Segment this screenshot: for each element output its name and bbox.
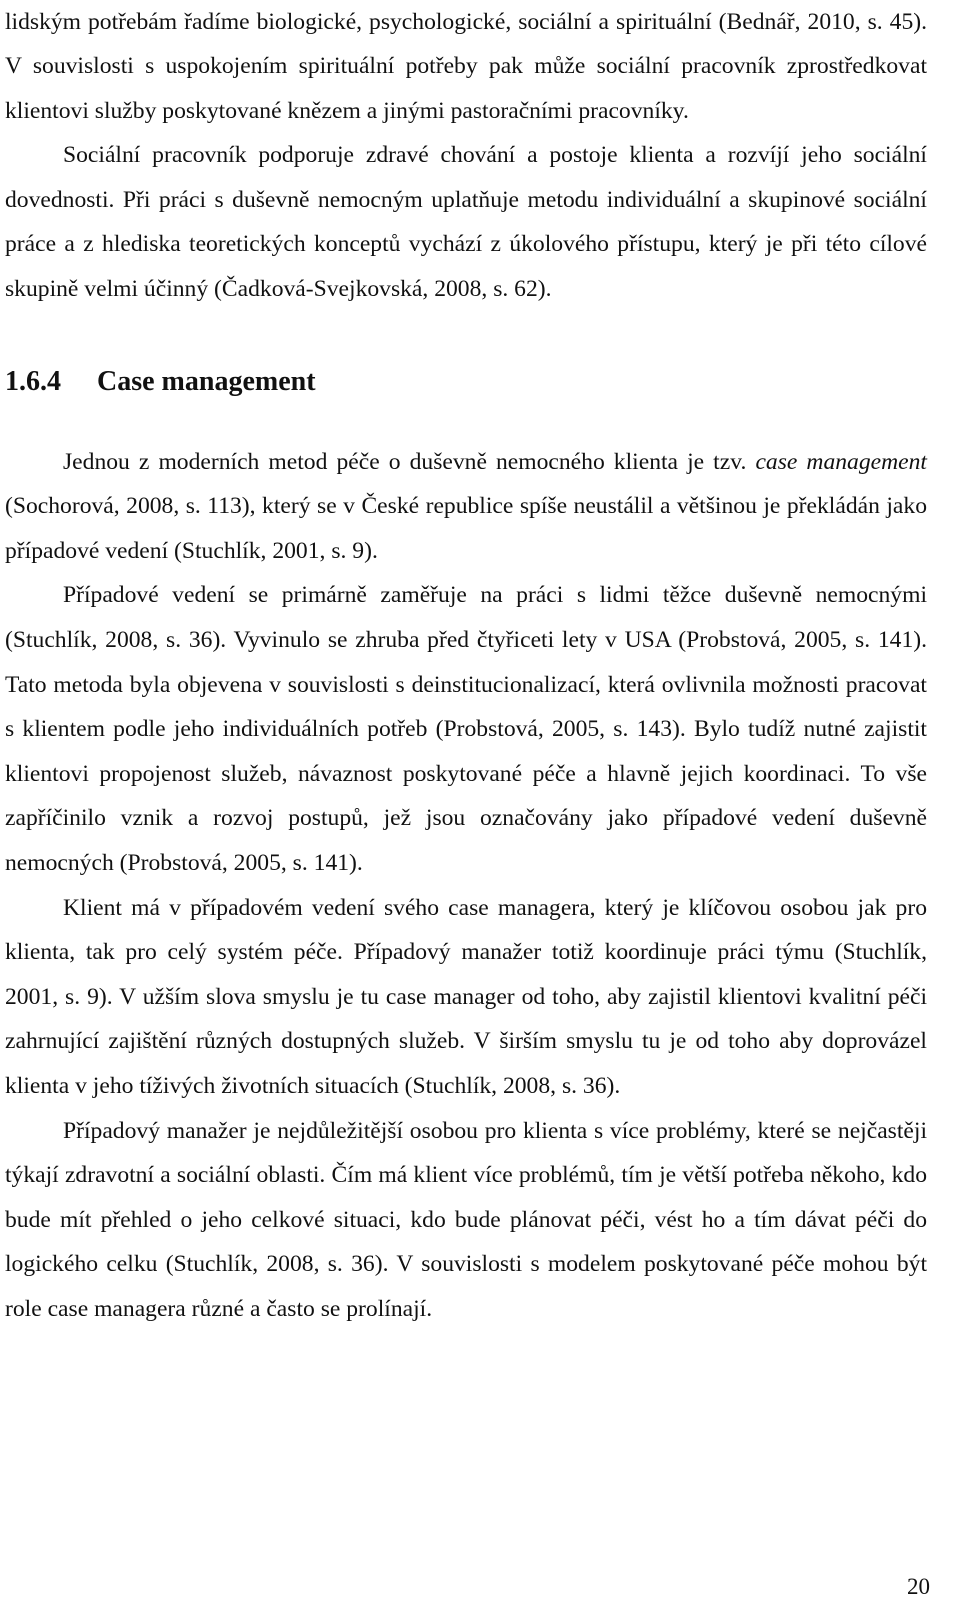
intro-text-after: (Sochorová, 2008, s. 113), který se v České republice spíše neustálil a většinou je překládán jako případové vedení (Stuchlík, 2001, s. 9). bbox=[5, 493, 927, 564]
section-title: Case management bbox=[97, 365, 316, 397]
section-number: 1.6.4 bbox=[5, 365, 61, 397]
intro-text-before: Jednou z moderních metod péče o duševně nemocného klienta je tzv. bbox=[63, 448, 756, 475]
intro-italic-term: case management bbox=[755, 448, 927, 475]
paragraph-case-management-intro bbox=[5, 440, 927, 574]
page-number: 20 bbox=[907, 1574, 930, 1599]
document-page bbox=[5, 0, 927, 1332]
paragraph-case-management-history: Případové vedení se primárně zaměřuje na práci s lidmi těžce duševně nemocnými (Stuchlík, 2008, s. 36). Vyvinulo se zhruba před čtyřiceti lety v USA (Probstová, 2005, s. 141). Tato metoda byla objevena v souvislosti s deinstitucionalizací, která ovlivnila možnosti pracovat s klientem podle jeho individuálních potřeb (Probstová, 2005, s. 143). Bylo tudíž nutné zajistit klientovi propojenost služeb, návaznost poskytované péče a hlavně jejich koordinaci. To vše zapříčinilo vznik a rozvoj postupů, jež jsou označovány jako případové vedení duševně nemocných (Probstová, 2005, s. 141). bbox=[5, 582, 927, 876]
paragraph-case-manager-role: Klient má v případovém vedení svého case managera, který je klíčovou osobou jak pro klienta, tak pro celý systém péče. Případový manažer totiž koordinuje práci týmu (Stuchlík, 2001, s. 9). V užším slova smyslu je tu case manager od toho, aby zajistil klientovi kvalitní péči zahrnující zajištění různých dostupných služeb. V širším smyslu tu je od toho aby doprovázel klienta v jeho tíživých životních situacích (Stuchlík, 2008, s. 36). bbox=[5, 894, 927, 1099]
paragraph-social-worker: Sociální pracovník podporuje zdravé chování a postoje klienta a rozvíjí jeho sociální dovednosti. Při práci s duševně nemocným uplatňuje metodu individuální a skupinové sociální práce a z hlediska teoretických konceptů vychází z úkolového přístupu, který je při této cílové skupině velmi účinný (Čadková-Svejkovská, 2008, s. 62). bbox=[5, 142, 927, 303]
section-heading bbox=[5, 362, 927, 402]
paragraph-needs: lidským potřebám řadíme biologické, psychologické, sociální a spirituální (Bednář, 2010, s. 45). V souvislosti s uspokojením spirituální potřeby pak může sociální pracovník zprostředkovat klientovi služby poskytované knězem a jinými pastoračními pracovníky. bbox=[5, 8, 927, 124]
paragraph-case-manager-importance: Případový manažer je nejdůležitější osobou pro klienta s více problémy, které se nejčastěji týkají zdravotní a sociální oblasti. Čím má klient více problémů, tím je větší potřeba někoho, kdo bude mít přehled o jeho celkové situaci, kdo bude plánovat péči, vést ho a tím dávat péči do logického celku (Stuchlík, 2008, s. 36). V souvislosti s modelem poskytované péče mohou být role case managera různé a často se prolínají. bbox=[5, 1117, 927, 1322]
